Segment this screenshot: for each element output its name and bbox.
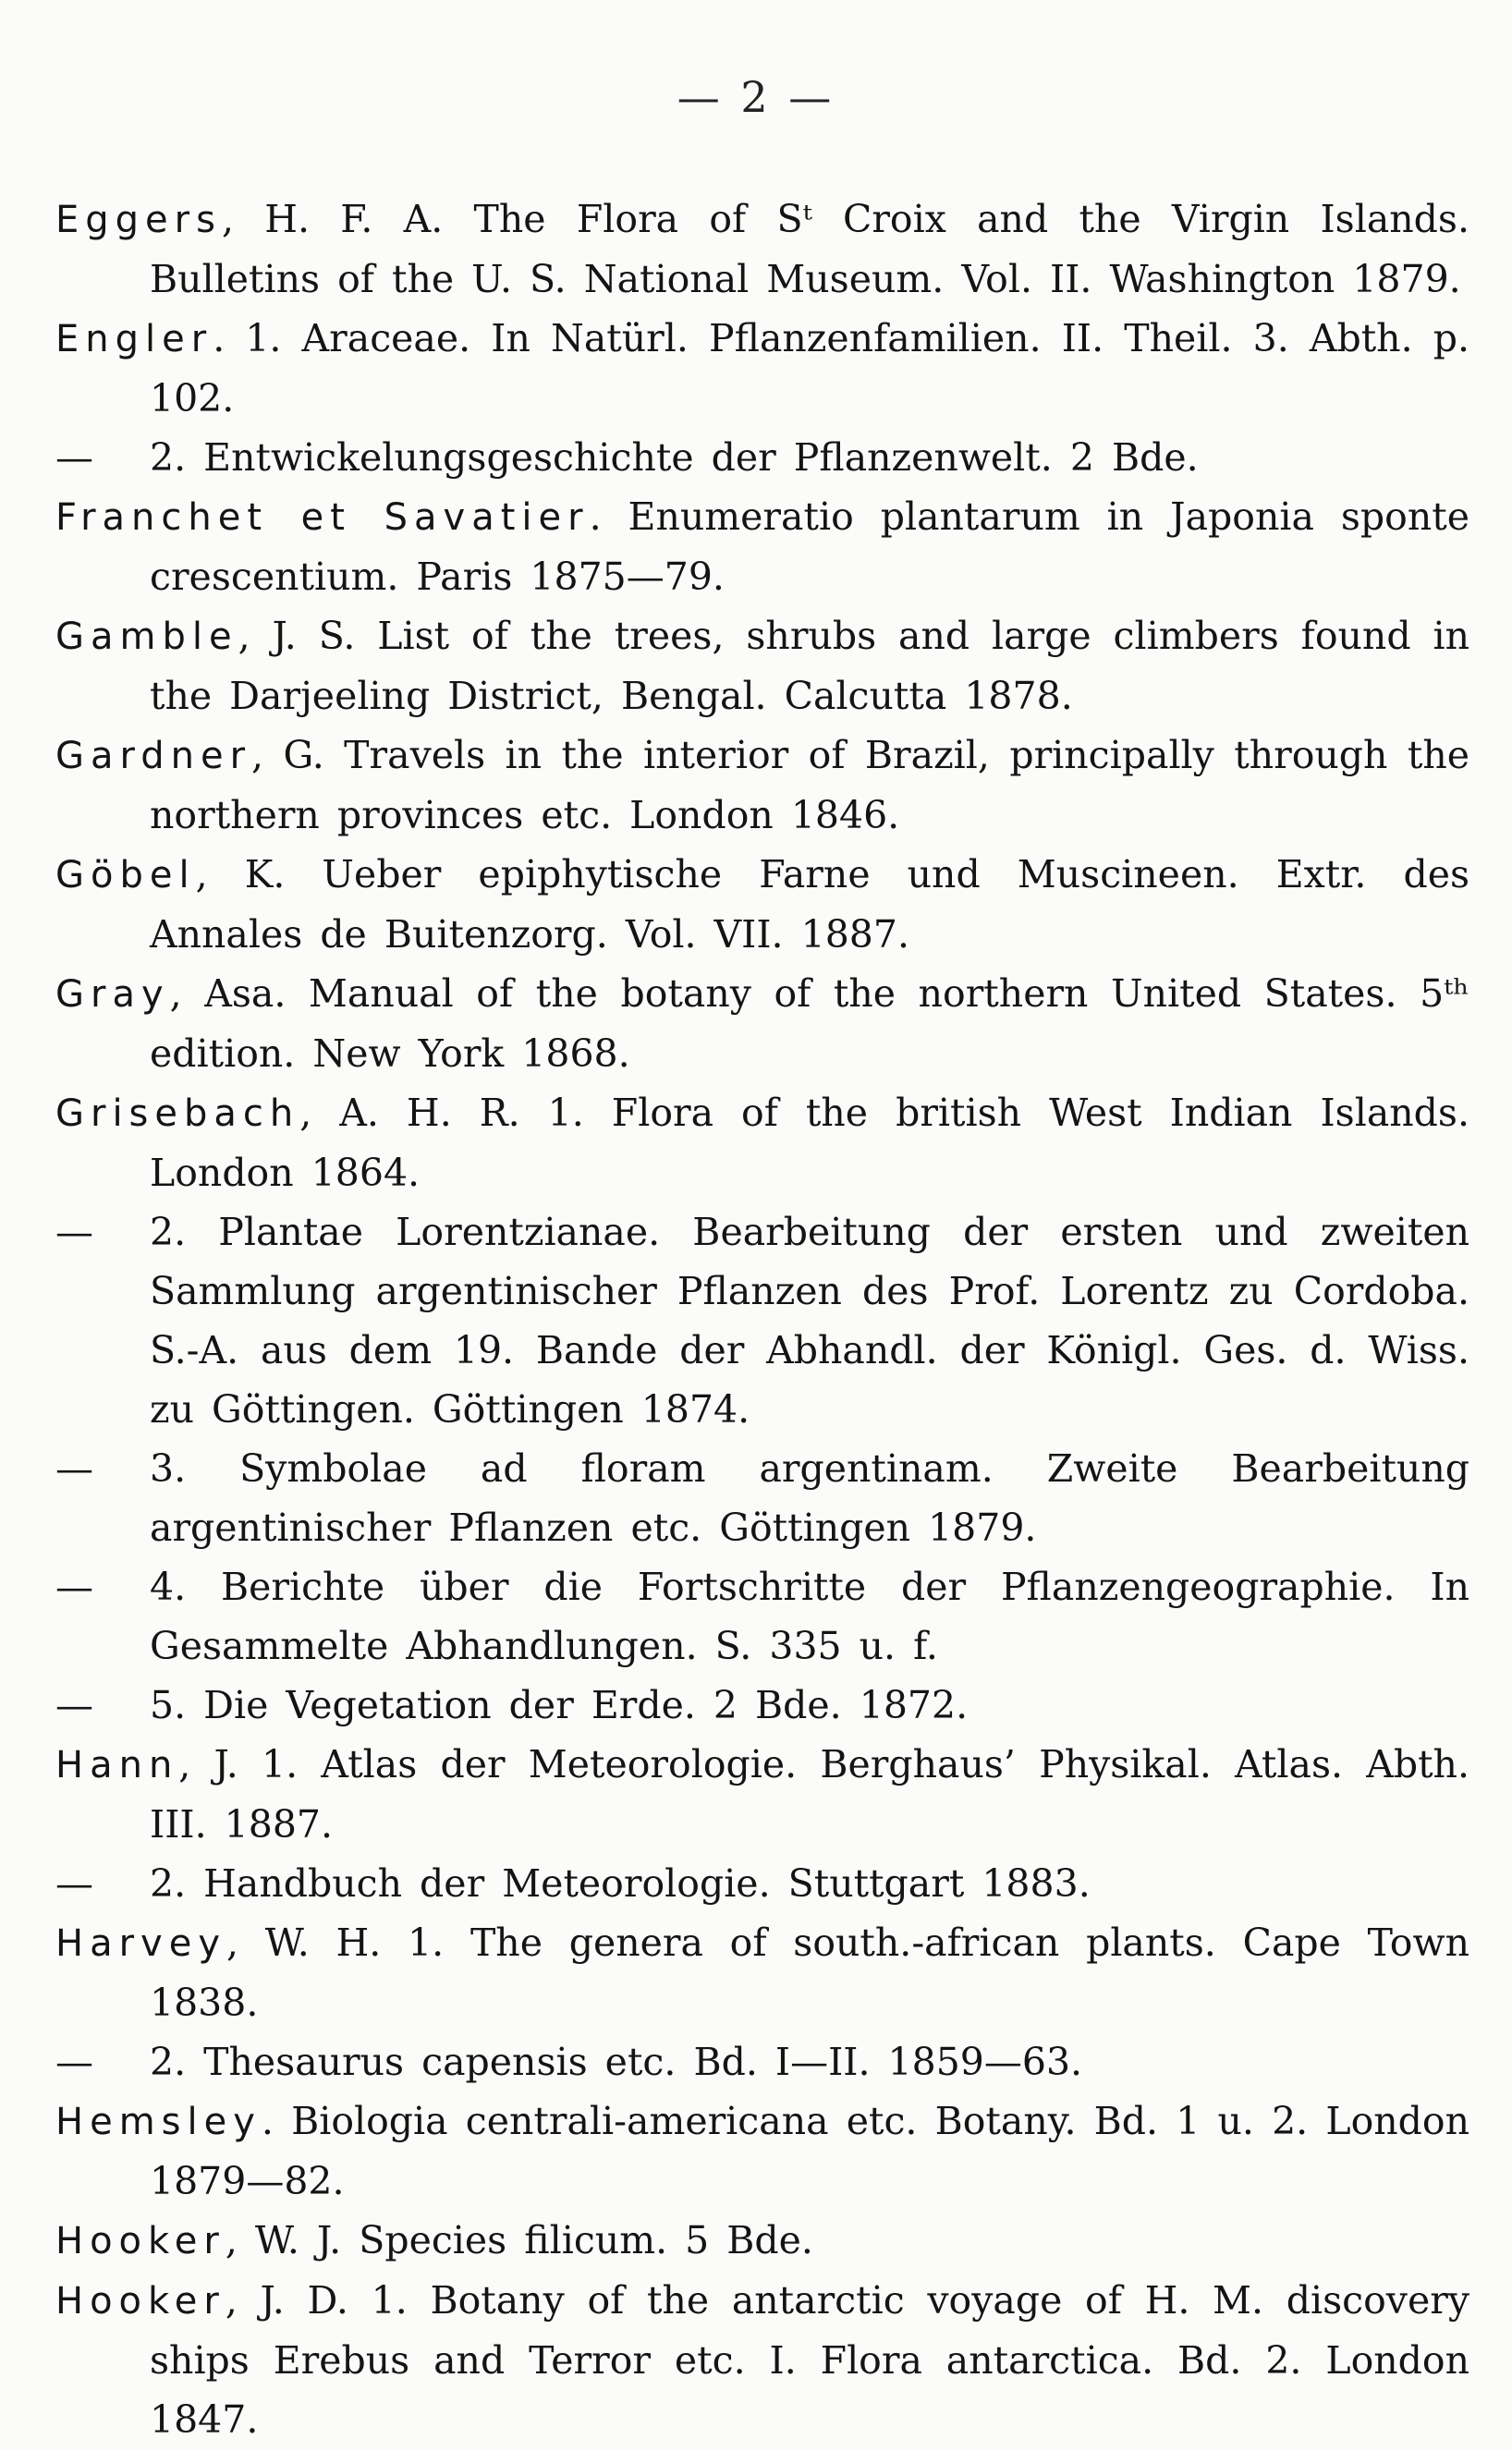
entry-text: , J. 1. Atlas der Meteorologie. Berghaus’ Physikal. Atlas. Abth. III. 1887. xyxy=(150,1742,1469,1847)
entry-author: Gardner xyxy=(55,735,252,777)
entry-text: , K. Ueber epiphytische Farne und Muscineen. Extr. des Annales de Buitenzorg. Vol. VII. 1887. xyxy=(150,852,1469,957)
continuation-dash: — xyxy=(55,1446,93,1491)
entry-text: . 1. Araceae. In Natürl. Pflanzenfamilien. II. Theil. 3. Abth. p. 102. xyxy=(150,316,1469,421)
bibliography-entry xyxy=(55,606,1469,726)
entry-text: 2. Thesaurus capensis etc. Bd. I—II. 1859—63. xyxy=(150,2040,1083,2084)
entry-author: Eggers xyxy=(55,199,222,241)
entry-text: , J. S. List of the trees, shrubs and large climbers found in the Darjeeling District, Bengal. Calcutta 1878. xyxy=(150,614,1469,718)
bibliography-entry xyxy=(55,2032,1469,2091)
bibliography-list xyxy=(55,189,1469,2449)
bibliography-entry xyxy=(55,2271,1469,2449)
entry-text: 2. Entwickelungsgeschichte der Pflanzenwelt. 2 Bde. xyxy=(150,435,1199,480)
entry-author: Göbel xyxy=(55,854,196,896)
entry-author: Franchet et Savatier xyxy=(55,496,590,539)
entry-text: 2. Plantae Lorentzianae. Bearbeitung der ersten und zweiten Sammlung argentinischer Pflanzen des Prof. Lorentz zu Cordoba. S.-A. aus dem 19. Bande der Abhandl. der Königl. Ges. d. Wiss. zu Göttingen. Göttingen 1874. xyxy=(150,1210,1469,1432)
continuation-dash: — xyxy=(55,1565,93,1609)
bibliography-entry xyxy=(55,726,1469,845)
bibliography-entry xyxy=(55,1913,1469,2032)
bibliography-entry xyxy=(55,1083,1469,1202)
continuation-dash: — xyxy=(55,1210,93,1254)
entry-text: , W. J. Species filicum. 5 Bde. xyxy=(225,2218,813,2262)
entry-author: Engler xyxy=(55,318,213,360)
entry-text: 3. Symbolae ad floram argentinam. Zweite Bearbeitung argentinischer Pflanzen etc. Göttingen 1879. xyxy=(150,1446,1469,1550)
entry-author: Hann xyxy=(55,1744,179,1786)
entry-text: , Asa. Manual of the botany of the northern United States. 5ᵗʰ edition. New York 1868. xyxy=(150,971,1469,1076)
page-number: — 2 — xyxy=(677,72,835,122)
entry-text: , A. H. R. 1. Flora of the british West Indian Islands. London 1864. xyxy=(150,1091,1469,1195)
bibliography-entry xyxy=(55,964,1469,1083)
entry-author: Gamble xyxy=(55,616,238,658)
continuation-dash: — xyxy=(55,1683,93,1727)
bibliography-entry xyxy=(55,309,1469,428)
entry-author: Harvey xyxy=(55,1922,226,1965)
bibliography-entry xyxy=(55,487,1469,606)
entry-author: Hooker xyxy=(55,2220,226,2262)
bibliography-entry xyxy=(55,2091,1469,2211)
entry-text: , W. H. 1. The genera of south.-african plants. Cape Town 1838. xyxy=(150,1921,1469,2025)
continuation-dash: — xyxy=(55,1861,93,1906)
bibliography-entry xyxy=(55,428,1469,487)
entry-text: 4. Berichte über die Fortschritte der Pflanzengeographie. In Gesammelte Abhandlungen. S. 335 u. f. xyxy=(150,1565,1469,1668)
bibliography-entry xyxy=(55,845,1469,964)
entry-text: , J. D. 1. Botany of the antarctic voyage of H. M. discovery ships Erebus and Terror etc. I. Flora antarctica. Bd. 2. London 1847. xyxy=(150,2278,1469,2442)
entry-text: 2. Handbuch der Meteorologie. Stuttgart 1883. xyxy=(150,1861,1091,1906)
entry-author: Hooker xyxy=(55,2280,226,2323)
bibliography-entry xyxy=(55,2211,1469,2271)
entry-text: , H. F. A. The Flora of Sᵗ Croix and the Virgin Islands. Bulletins of the U. S. National Museum. Vol. II. Washington 1879. xyxy=(150,197,1469,301)
bibliography-entry xyxy=(55,1676,1469,1735)
bibliography-entry xyxy=(55,1557,1469,1676)
entry-text: . Biologia centrali-americana etc. Botany. Bd. 1 u. 2. London 1879—82. xyxy=(150,2099,1469,2203)
bibliography-entry xyxy=(55,1439,1469,1557)
bibliography-entry xyxy=(55,1735,1469,1854)
bibliography-entry xyxy=(55,1854,1469,1913)
entry-author: Grisebach xyxy=(55,1092,300,1135)
entry-text: 5. Die Vegetation der Erde. 2 Bde. 1872. xyxy=(150,1683,969,1727)
entry-text: . Enumeratio plantarum in Japonia sponte crescentium. Paris 1875—79. xyxy=(150,494,1470,599)
bibliography-entry xyxy=(55,1202,1469,1439)
entry-author: Hemsley xyxy=(55,2101,262,2143)
bibliography-entry xyxy=(55,189,1469,309)
continuation-dash: — xyxy=(55,435,93,480)
continuation-dash: — xyxy=(55,2040,93,2084)
entry-author: Gray xyxy=(55,973,170,1016)
entry-text: , G. Travels in the interior of Brazil, principally through the northern provinces etc. London 1846. xyxy=(150,733,1469,837)
